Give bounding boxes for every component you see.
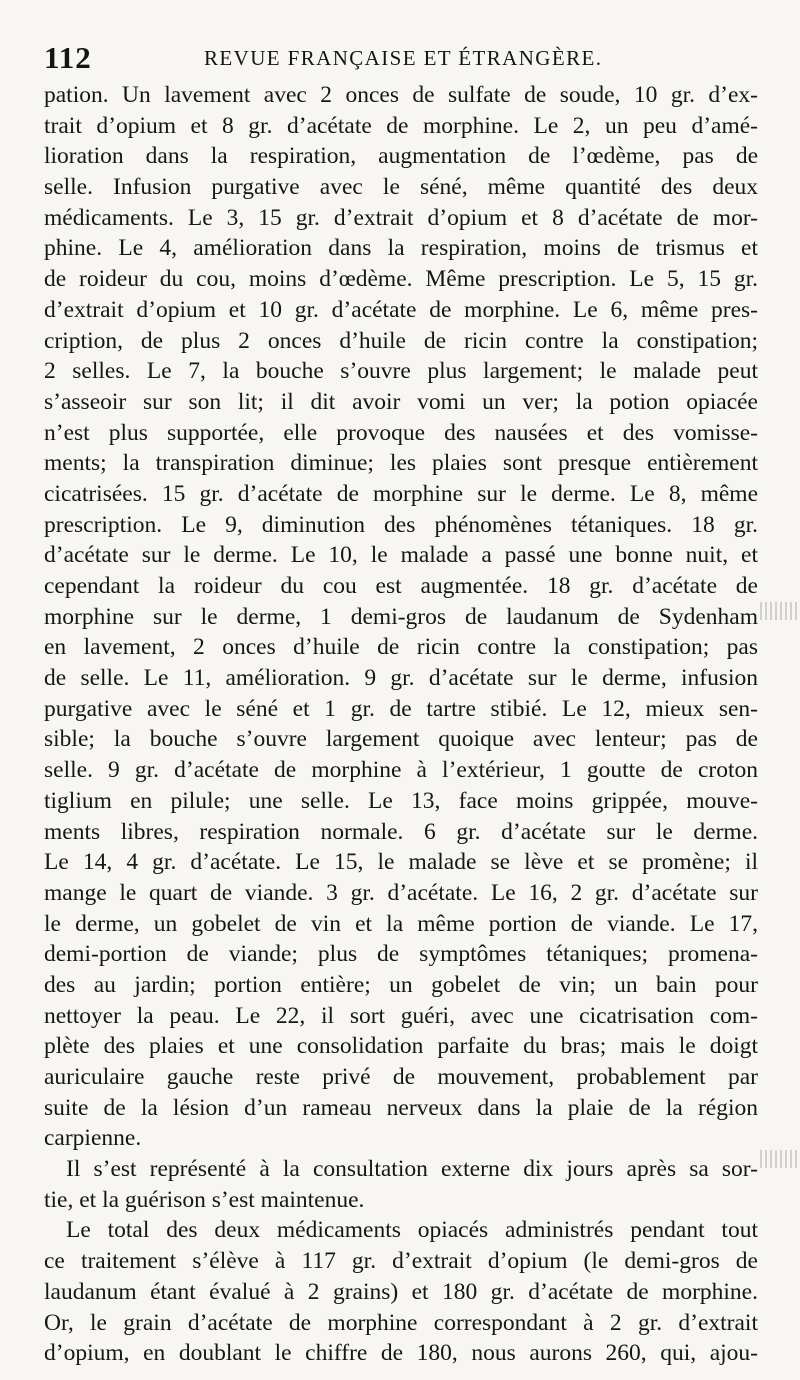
body-text (44, 80, 758, 1369)
text-line: mange le quart de viande. 3 gr. d’acétate. Le 16, 2 gr. d’acétate sur (44, 879, 758, 906)
text-line: 2 selles. Le 7, la bouche s’ouvre plus largement; le malade peut (44, 358, 758, 385)
text-line: cicatrisées. 15 gr. d’acétate de morphine sur le derme. Le 8, même (44, 480, 758, 507)
text-line: carpienne. (44, 1125, 142, 1152)
text-line: n’est plus supportée, elle provoque des nausées et des vomisse- (44, 419, 758, 446)
margin-bleed-mark (760, 1150, 800, 1168)
text-line: le derme, un gobelet de vin et la même portion de viande. Le 17, (44, 910, 758, 937)
text-line: phine. Le 4, amélioration dans la respiration, moins de trismus et (44, 235, 758, 262)
text-line: nettoyer la peau. Le 22, il sort guéri, avec une cicatrisation com- (44, 1002, 758, 1029)
text-line: de selle. Le 11, amélioration. 9 gr. d’acétate sur le derme, infusion (44, 665, 758, 692)
page-number: 112 (44, 40, 92, 75)
text-line: morphine sur le derme, 1 demi-gros de laudanum de Sydenham (44, 603, 758, 630)
text-line: trait d’opium et 8 gr. d’acétate de morphine. Le 2, un peu d’amé- (44, 112, 758, 139)
margin-bleed-mark (760, 602, 800, 620)
page-header (44, 40, 756, 76)
text-line: tie, et la guérison s’est maintenue. (44, 1186, 365, 1213)
text-line: laudanum étant évalué à 2 grains) et 180 gr. d’acétate de morphine. (44, 1278, 758, 1305)
text-line: cependant la roideur du cou est augmentée. 18 gr. d’acétate de (44, 573, 758, 599)
text-line: ce traitement s’élève à 117 gr. d’extrait d’opium (le demi-gros de (44, 1248, 758, 1275)
text-line: prescription. Le 9, diminution des phénomènes tétaniques. 18 gr. (44, 511, 758, 538)
text-line: suite de la lésion d’un rameau nerveux dans la plaie de la région (44, 1094, 758, 1121)
text-line: s’asseoir sur son lit; il dit avoir vomi un ver; la potion opiacée (44, 388, 758, 415)
text-line: selle. 9 gr. d’acétate de morphine à l’extérieur, 1 goutte de croton (44, 757, 758, 784)
text-line: Le total des deux médicaments opiacés administrés pendant tout (66, 1217, 758, 1244)
running-head: REVUE FRANÇAISE ET ÉTRANGÈRE. (204, 46, 603, 70)
text-line: d’extrait d’opium et 10 gr. d’acétate de morphine. Le 6, même pres- (44, 296, 758, 323)
text-line: Le 14, 4 gr. d’acétate. Le 15, le malade se lève et se promène; il (44, 849, 758, 876)
text-line: ments; la transpiration diminue; les plaies sont presque entièrement (44, 450, 758, 477)
text-line: de roideur du cou, moins d’œdème. Même prescription. Le 5, 15 gr. (44, 266, 758, 293)
text-line: demi-portion de viande; plus de symptômes tétaniques; promena- (44, 941, 758, 968)
text-line: Il s’est représenté à la consultation externe dix jours après sa sor- (66, 1156, 758, 1183)
text-line: en lavement, 2 onces d’huile de ricin contre la constipation; pas (44, 634, 758, 661)
text-line: sible; la bouche s’ouvre largement quoique avec lenteur; pas de (44, 726, 758, 753)
text-line: d’acétate sur le derme. Le 10, le malade a passé une bonne nuit, et (44, 542, 758, 569)
text-line: tiglium en pilule; une selle. Le 13, face moins grippée, mouve- (44, 787, 758, 814)
text-line: cription, de plus 2 onces d’huile de ricin contre la constipation; (44, 327, 758, 354)
text-line: lioration dans la respiration, augmentation de l’œdème, pas de (44, 143, 758, 170)
text-line: d’opium, en doublant le chiffre de 180, nous aurons 260, qui, ajou- (44, 1340, 758, 1367)
text-line: selle. Infusion purgative avec le séné, même quantité des deux (44, 174, 758, 201)
text-line: ments libres, respiration normale. 6 gr. d’acétate sur le derme. (44, 818, 758, 845)
text-line: pation. Un lavement avec 2 onces de sulfate de soude, 10 gr. d’ex- (44, 82, 758, 108)
text-line: plète des plaies et une consolidation parfaite du bras; mais le doigt (44, 1033, 758, 1060)
text-line: Or, le grain d’acétate de morphine correspondant à 2 gr. d’extrait (44, 1309, 758, 1336)
text-line: médicaments. Le 3, 15 gr. d’extrait d’opium et 8 d’acétate de mor- (44, 204, 758, 231)
text-line: purgative avec le séné et 1 gr. de tartre stibié. Le 12, mieux sen- (44, 695, 758, 722)
text-line: auriculaire gauche reste privé de mouvement, probablement par (44, 1064, 758, 1090)
text-line: des au jardin; portion entière; un gobelet de vin; un bain pour (44, 971, 758, 998)
